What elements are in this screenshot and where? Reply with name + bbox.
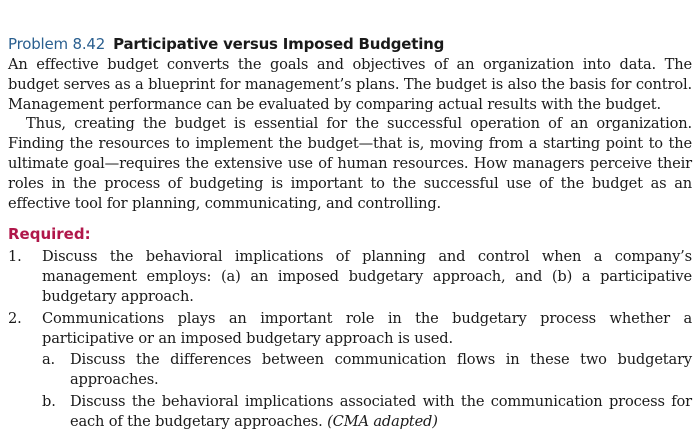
problem-heading (8, 34, 692, 54)
item-number: 2. (8, 309, 22, 327)
item-number: 1. (8, 248, 22, 266)
required-subitem-a (42, 350, 692, 390)
subitem-text-wrapper (70, 392, 692, 432)
problem-title: Participative versus Imposed Budgeting (113, 35, 445, 53)
intro-paragraph: An effective budget converts the goals and objectives of an organization into data. The budget serves as a blueprint for management’s plans. The budget is also the basis for control. Management performance can be evaluated by comparing actual results with the budget. (8, 56, 692, 113)
required-heading: Required: (8, 225, 91, 244)
item-text: Discuss the behavioral implications of planning and control when a company’s management employs: (a) an imposed budgetary approach, and (b) a participative budgetary approach. (42, 248, 692, 305)
source-citation: (CMA adapted) (327, 412, 438, 430)
subitem-letter: b. (42, 392, 56, 410)
problem-number: Problem 8.42 (8, 35, 106, 53)
required-subitem-b (42, 392, 692, 432)
subitem-text: Discuss the differences between communication flows in these two budgetary approaches. (70, 351, 692, 389)
required-item-1 (8, 247, 692, 306)
body-paragraph: Thus, creating the budget is essential for the successful operation of an organization. Finding the resources to implement the budget—that is, moving from a starting point to the ultimate goal—requires the extensive use of human resources. How managers perceive their roles in the process of budgeting is important to the successful use of the budget as an effective tool for planning, communicating, and controlling. (8, 115, 692, 212)
subitem-letter: a. (42, 351, 56, 369)
subitem-text: Discuss the behavioral implications associated with the communication process for each of the budgetary approaches. (70, 392, 692, 430)
item-text: Communications plays an important role in the budgetary process whether a participative or an imposed budgetary approach is used. (42, 309, 692, 347)
required-item-2 (8, 309, 692, 349)
problem-document (8, 34, 692, 432)
